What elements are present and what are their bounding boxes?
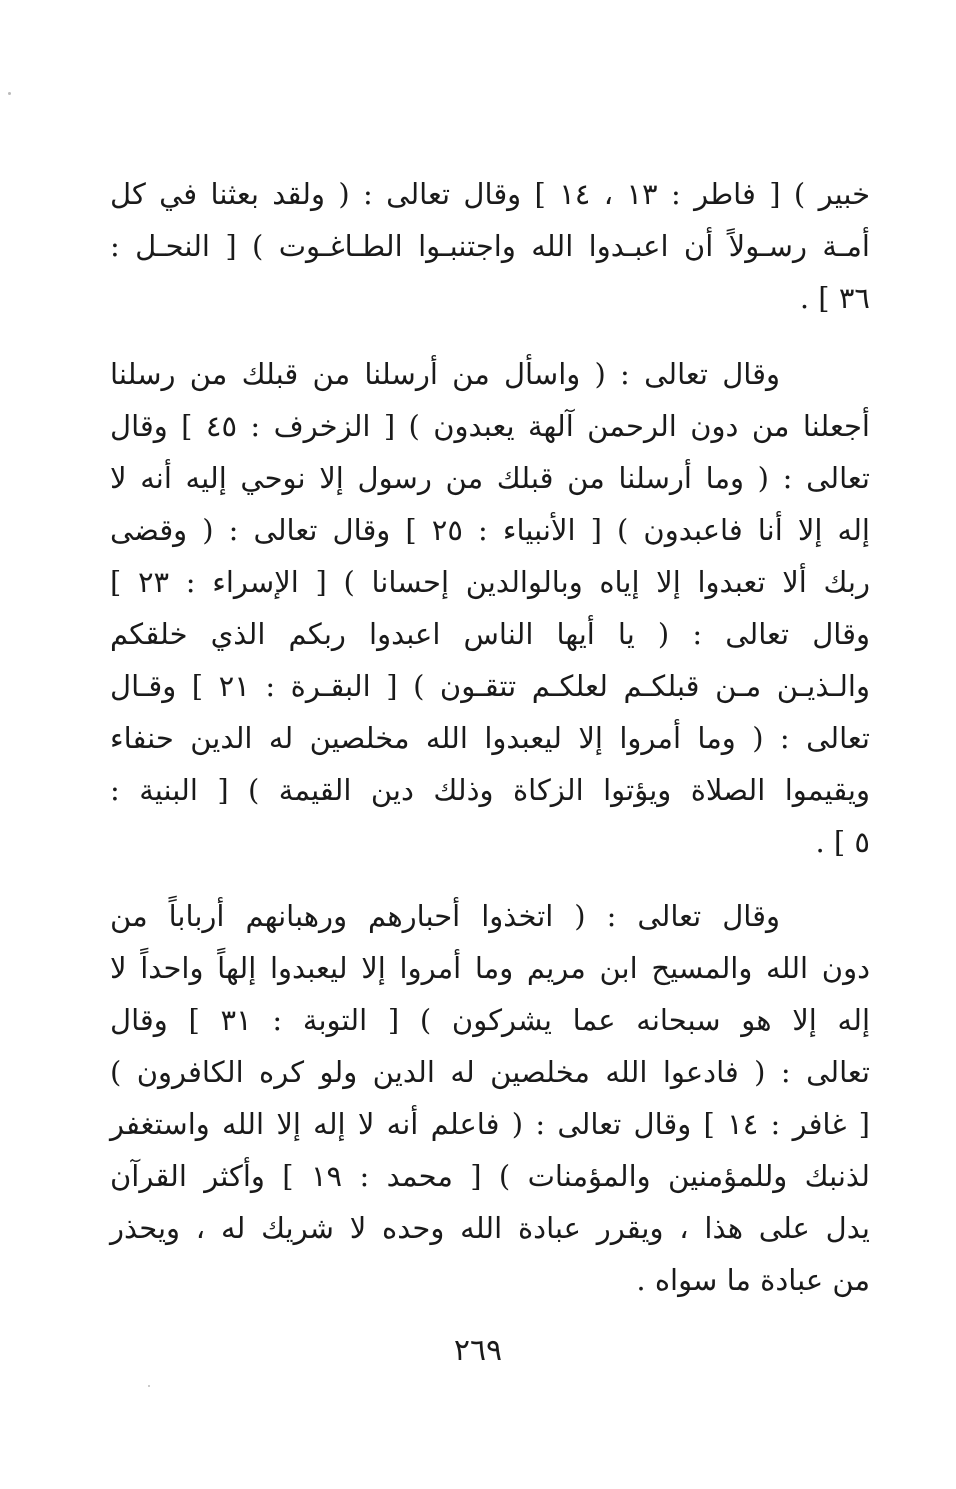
text-line: [ غافر : ١٤ ] وقال تعالى : ( فاعلم أنه لا إله إلا الله واستغفر	[110, 1107, 870, 1141]
text-line: تعالى : ( فادعوا الله مخلصين له الدين ولو كره الكافرون )	[110, 1055, 870, 1089]
paragraph-1	[110, 168, 870, 324]
text-line: ٣٦ ] .	[799, 281, 870, 315]
paragraph-2	[110, 348, 870, 868]
scan-speck	[148, 1385, 150, 1387]
text-line: ويقيموا الصلاة ويؤتوا الزكاة وذلك دين القيمة ) [ البنية :	[110, 773, 870, 807]
text-line: والـذيـن مـن قبلكـم لعلكـم تتقـون ) [ البقـرة : ٢١ ] وقـال	[110, 669, 870, 703]
text-line: ربك ألا تعبدوا إلا إياه وبالوالدين إحسانا ) [ الإسراء : ٢٣ ]	[110, 565, 870, 599]
text-line: أجعلنا من دون الرحمن آلهة يعبدون ) [ الزخرف : ٤٥ ] وقال	[110, 409, 870, 443]
text-line: إله إلا هو سبحانه عما يشركون ) [ التوبة : ٣١ ] وقال	[110, 1003, 870, 1037]
text-line: لذنبك وللمؤمنين والمؤمنات ) [ محمد : ١٩ ] وأكثر القرآن	[110, 1159, 870, 1193]
text-line: يدل على هذا ، ويقرر عبادة الله وحده لا شريك له ، ويحذر	[110, 1211, 870, 1245]
text-line: تعالى : ( وما أمروا إلا ليعبدوا الله مخلصين له الدين حنفاء	[110, 721, 870, 755]
text-line: وقال تعالى : ( يا أيها الناس اعبدوا ربكم الذي خلقكم	[110, 617, 870, 651]
text-line: وقال تعالى : ( واسأل من أرسلنا من قبلك من رسلنا	[110, 357, 780, 391]
text-line: إله إلا أنا فاعبدون ) [ الأنبياء : ٢٥ ] وقال تعالى : ( وقضى	[110, 513, 870, 547]
text-line: خبير ) [ فاطر : ١٣ ، ١٤ ] وقال تعالى : ( ولقد بعثنا في كل	[110, 177, 870, 211]
text-line: من عبادة ما سواه .	[636, 1263, 870, 1297]
paragraph-3	[110, 890, 870, 1306]
text-line: وقال تعالى : ( اتخذوا أحبارهم ورهبانهم أرباباً من	[110, 899, 780, 933]
text-line: دون الله والمسيح ابن مريم وما أمروا إلا ليعبدوا إلهاً واحداً لا	[110, 951, 870, 985]
text-line: ٥ ] .	[815, 825, 870, 859]
scan-speck	[8, 92, 11, 95]
text-line: تعالى : ( وما أرسلنا من قبلك من رسول إلا نوحي إليه أنه لا	[110, 461, 870, 495]
page-number: ٢٦٩	[453, 1333, 503, 1368]
text-line: أمـة رسـولاً أن اعبـدوا الله واجتنبـوا الطـاغـوت ) [ النحـل :	[110, 229, 870, 263]
